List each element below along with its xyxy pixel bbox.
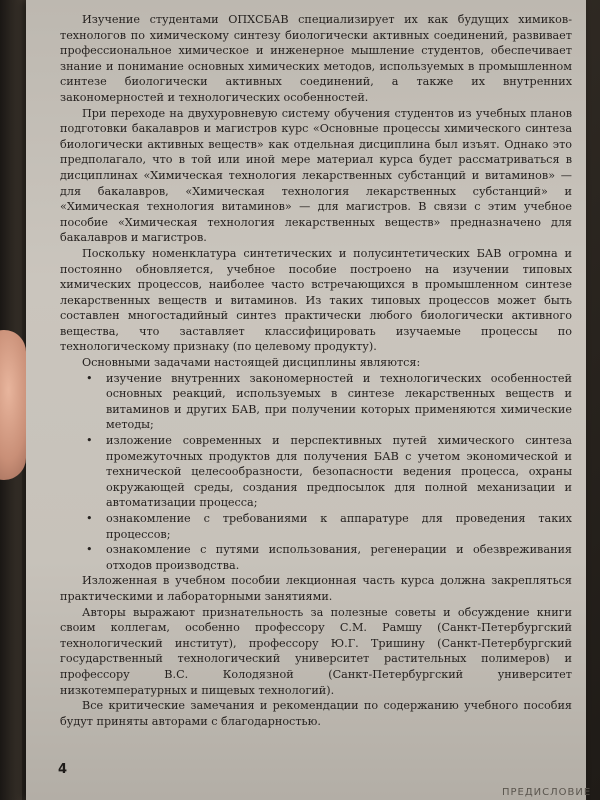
paragraph: Авторы выражают признательность за полезные советы и обсуждение книги своим коллегам, особенно профессору С.М. Рамшу (Санкт-Петербургский технологический институт), профессору Ю.Г. Тришину (Санкт-Петербургский государственный технологический университет растительных полимеров) и профессору В.С. Колодязной (Санкт-Петербургский университет низкотемпературных и пищевых технологий). [60,605,572,697]
page-number: 4 [58,762,68,777]
list-item: • изложение современных и перспективных путей химического синтеза промежуточных продуктов для получения БАВ с учетом экономической и технической целесообразности, безопасности ведения процесса, охраны окружающей среды, создания предпосылок для полной механизации и автоматизации процесса; [82,433,572,511]
paragraph: Поскольку номенклатура синтетических и полусинтетических БАВ огромна и постоянно обновляется, учебное пособие построено на изучении типовых химических процессов, наиболее часто встречающихся в промышленном синтезе лекарственных веществ и витаминов. Из таких типовых процессов может быть составлен многостадийный синтез практически любого биологически активного вещества, что заставляет классифицировать изучаемые процессы по технологическому признаку (по целевому продукту). [60,246,572,354]
paragraph: Все критические замечания и рекомендации по содержанию учебного пособия будут приняты авторами с благодарностью. [60,699,572,728]
paragraph: Изучение студентами ОПХСБАВ специализирует их как будущих химиков-технологов по химическому синтезу биологически активных соединений, развивает профессиональное химическое и инженерное мышление студентов, обеспечивает знание и понимание основных химических методов, используемых в промышленном синтезе биологически активных соединений, а также их внутренних закономерностей и технологических особенностей. [60,13,572,104]
thumb [0,330,26,480]
paragraph: Изложенная в учебном пособии лекционная часть курса должна закрепляться практическими и лабораторными занятиями. [60,574,572,603]
paragraph: Основными задачами настоящей дисциплины являются: [82,356,421,370]
tasks-list [60,371,572,574]
book-page [26,0,592,800]
list-item: • ознакомление с путями использования, регенерации и обезвреживания отходов производства. [82,542,572,573]
paragraph: При переходе на двухуровневую систему обучения студентов из учебных планов подготовки бакалавров и магистров курс «Основные процессы химического синтеза биологически активных веществ» как отдельная дисциплина был изъят. Однако это предполагало, что в той или иной мере материал курса будет рассматриваться в дисциплинах «Химическая технология лекарственных субстанций и витаминов» — для бакалавров, «Химическая технология лекарственных субстанций» и «Химическая технология витаминов» — для магистров. В связи с этим учебное пособие «Химическая технология лекарственных веществ» предназначено для бакалавров и магистров. [60,106,572,245]
page-body [60,12,572,729]
running-footer: ПРЕДИСЛОВИЕ [502,787,592,798]
list-item: • изучение внутренних закономерностей и технологических особенностей основных реакций, используемых в синтезе лекарственных веществ и витаминов и других БАВ, при получении которых применяются химические методы; [82,371,572,433]
list-item: • ознакомление с требованиями к аппаратуре для проведения таких процессов; [82,511,572,542]
